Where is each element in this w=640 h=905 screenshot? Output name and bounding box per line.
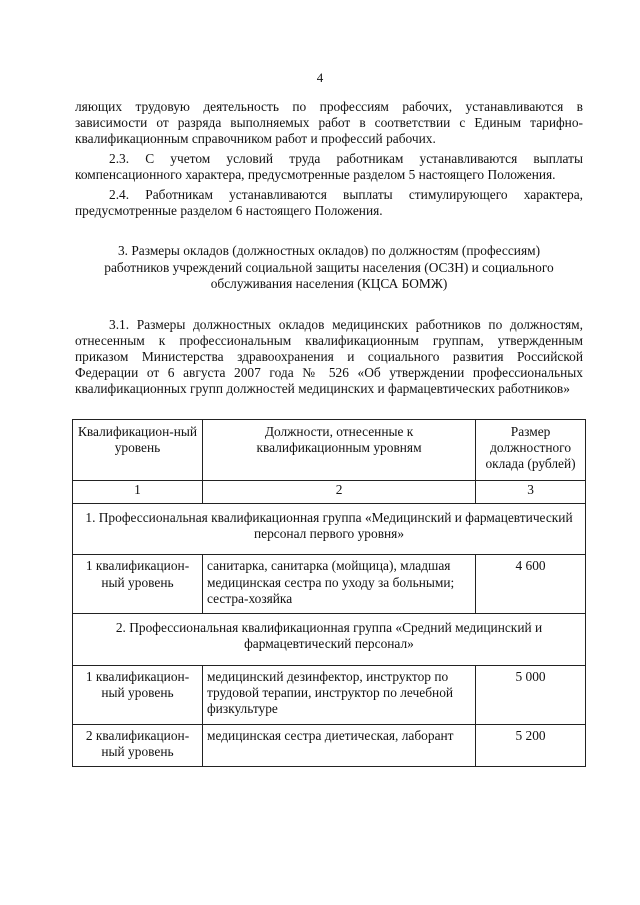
section-3-heading [75,243,583,293]
cell-level: 1 квалификацион-ный уровень [73,665,203,724]
table-row [73,665,586,724]
paragraph-2-4: 2.4. Работникам устанавливаются выплаты стимулирующего характера, предусмотренные разделом 6 настоящего Положения. [75,187,583,218]
salary-table [72,419,586,768]
paragraph-continuation: ляющих трудовую деятельность по профессиям рабочих, устанавливаются в зависимости от разряда выполняемых работ в соответствии с Единым тарифно-квалификационным справочником работ и профессий рабочих. [75,99,583,146]
column-number-row [73,481,586,503]
cell-positions: медицинский дезинфектор, инструктор по трудовой терапии, инструктор по лечебной физкультуре [203,665,476,724]
heading-line-2: работников учреждений социальной защиты населения (ОСЗН) и социального [104,259,554,275]
header-level: Квалификацион-ный уровень [73,419,203,481]
cell-positions: медицинская сестра диетическая, лаборант [203,724,476,767]
column-number-3: 3 [476,481,586,503]
heading-line-3: обслуживания населения (КЦСА БОМЖ) [210,276,448,291]
cell-level: 2 квалификацион-ный уровень [73,724,203,767]
column-number-2: 2 [203,481,476,503]
group-title-row [73,503,586,555]
header-positions: Должности, отнесенные к квалификационным уровням [203,419,476,481]
header-salary: Размер должностного оклада (рублей) [476,419,586,481]
group-title-row [73,614,586,666]
page-number: 4 [316,70,324,85]
heading-line-1: 3. Размеры окладов (должностных окладов) по должностям (профессиям) [117,243,541,258]
group-1-title: 1. Профессиональная квалификационная группа «Медицинский и фармацевтический персонал первого уровня» [73,503,586,555]
cell-salary: 5 000 [476,665,586,724]
document-body [75,99,583,767]
table-row [73,724,586,767]
group-2-title: 2. Профессиональная квалификационная группа «Средний медицинский и фармацевтический персонал» [73,614,586,666]
table-header-row [73,419,586,481]
cell-positions: санитарка, санитарка (мойщица), младшая медицинская сестра по уходу за больными; сестра-хозяйка [203,555,476,614]
cell-level: 1 квалификацион-ный уровень [73,555,203,614]
column-number-1: 1 [73,481,203,503]
paragraph-3-1: 3.1. Размеры должностных окладов медицинских работников по должностям, отнесенным к профессиональным квалификационным группам, утвержденным приказом Министерства здравоохранения и социального развития Российской Федерации от 6 августа 2007 года № 526 «Об утверждении профессиональных квалификационных групп должностей медицинских и фармацевтических работников» [75,316,583,396]
cell-salary: 4 600 [476,555,586,614]
paragraph-2-3: 2.3. С учетом условий труда работникам устанавливаются выплаты компенсационного характера, предусмотренные разделом 5 настоящего Положения. [75,151,583,182]
cell-salary: 5 200 [476,724,586,767]
table-row [73,555,586,614]
